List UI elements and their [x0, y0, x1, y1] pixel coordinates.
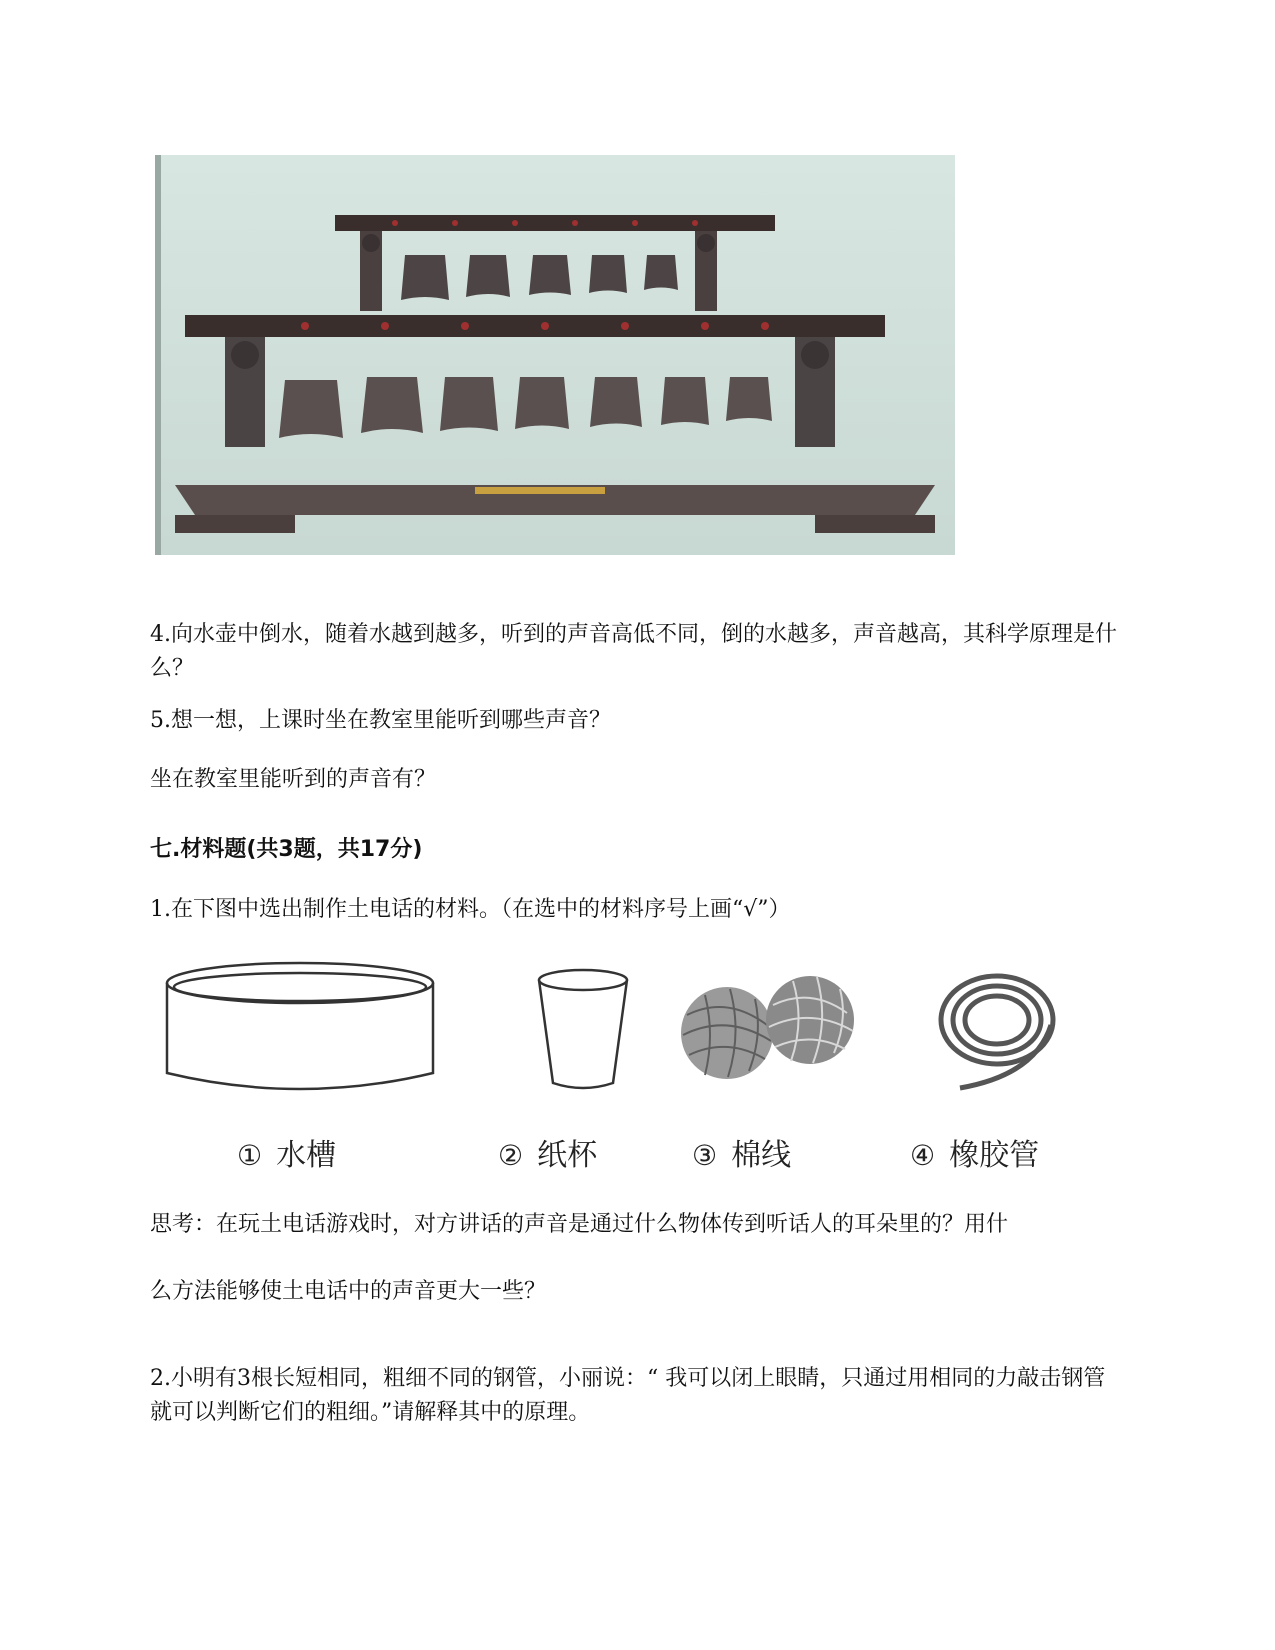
material-label-1: ① 水槽	[237, 1138, 337, 1173]
materials-figure	[165, 955, 1125, 1185]
material-label-3: ③ 棉线	[692, 1138, 792, 1173]
question-5-answer-prompt: 坐在教室里能听到的声音有？	[150, 767, 437, 792]
think-question-line-2: 么方法能够使土电话中的声音更大一些？	[150, 1279, 547, 1304]
water-trough-icon	[167, 963, 433, 1089]
rubber-tube-icon	[941, 976, 1053, 1088]
paper-cup-icon	[539, 970, 627, 1088]
material-question-2: 2.小明有3根长短相同，粗细不同的钢管，小丽说：“ 我可以闭上眼睛，只通过用相同的力敲击钢管就可以判断它们的粗细。”请解释其中的原理。	[150, 1366, 1106, 1425]
think-question-line-1: 思考：在玩土电话游戏时，对方讲话的声音是通过什么物体传到听话人的耳朵里的？用什	[150, 1212, 1009, 1237]
chime-bells-photo	[155, 155, 955, 555]
material-label-4: ④ 橡胶管	[910, 1138, 1040, 1173]
cotton-thread-icon	[681, 976, 854, 1079]
material-question-1: 1.在下图中选出制作土电话的材料。（在选中的材料序号上画“√”）	[150, 897, 791, 922]
material-label-2: ② 纸杯	[498, 1138, 598, 1173]
section-7-title: 七.材料题(共3题，共17分)	[150, 837, 423, 862]
question-5: 5.想一想，上课时坐在教室里能听到哪些声音？	[150, 708, 611, 733]
question-4: 4.向水壶中倒水，随着水越到越多，听到的声音高低不同，倒的水越多，声音越高，其科学原理是什么？	[150, 622, 1117, 681]
